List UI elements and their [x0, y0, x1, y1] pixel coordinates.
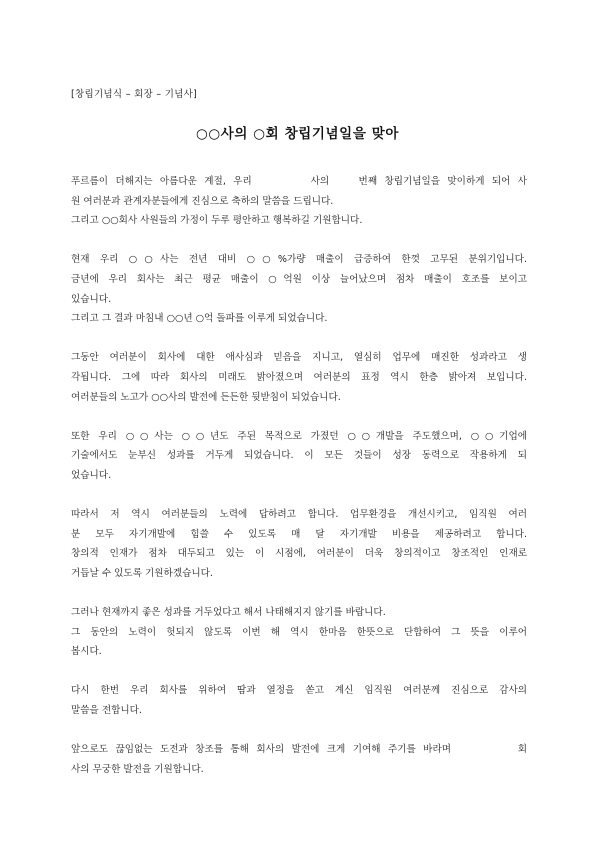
- document-category-tag: [창립기념식 – 회장 – 기념사]: [71, 89, 198, 100]
- paragraph: [71, 348, 527, 407]
- paragraph-line: 그러나 현재까지 좋은 성과를 거두었다고 해서 나태해지지 않기를 바랍니다.: [71, 607, 386, 619]
- page-title: ○○사의 ○회 창립기념일을 맞아: [195, 126, 400, 142]
- paragraph-line: 앞으로도 끊임없는 도전과 창조를 통해 회사의 발전에 크게 기여해 주기를 바라며 회: [71, 744, 527, 756]
- paragraph-line: 여러분들의 노고가 ○○사의 발전에 든든한 뒷받침이 되었습니다.: [71, 391, 341, 403]
- paragraph-line: 었습니다.: [71, 469, 112, 481]
- paragraph-line: 봅시다.: [71, 646, 102, 658]
- paragraph-line: 금년에 우리 회사는 최근 평균 매출이 ○억원 이상 늘어났으며 점차 매출이 호조를 보이고: [71, 273, 527, 285]
- paragraph: [71, 603, 527, 662]
- paragraph-line: 원 여러분과 관계자분들에게 진심으로 축하의 말씀을 드립니다.: [71, 195, 334, 207]
- paragraph-line: 분 모두 자기개발에 힘쓸 수 있도록 매 달 자기개발 비용을 제공하려고 합니다.: [71, 528, 527, 540]
- paragraph-line: 말씀을 전합니다.: [71, 705, 142, 717]
- paragraph: [71, 427, 527, 486]
- paragraph-line: 기술에서도 눈부신 성과를 거두게 되었습니다. 이 모든 것들이 성장 동력으로 작용하게 되: [71, 450, 527, 462]
- paragraph-line: 거듭날 수 있도록 기원하겠습니다.: [71, 567, 213, 579]
- paragraph-line: 또한 우리 ○○사는 ○○년도 주된 목적으로 가졌던 ○○개발을 주도했으며, ○○기업에: [71, 430, 527, 442]
- paragraph-line: 그동안 여러분이 회사에 대한 애사심과 믿음을 지니고, 열심히 업무에 매진한 성과라고 생: [71, 352, 527, 364]
- paragraph-line: 그리고 그 결과 마침내 ○○년 ○억 돌파를 이루게 되었습니다.: [71, 313, 328, 325]
- paragraph-line: 각됩니다. 그에 따라 회사의 미래도 밝아졌으며 여러분의 표정 역시 한층 밝아져 보입니다.: [71, 371, 527, 383]
- paragraph-line: 사의 무궁한 발전을 기원합니다.: [71, 763, 204, 775]
- paragraph-line: 창의적 인재가 점차 대두되고 있는 이 시점에, 여러분이 더욱 창의적이고 창조적인 인재로: [71, 548, 527, 560]
- paragraph: [71, 505, 527, 583]
- paragraph-line: 따라서 저 역시 여러분들의 노력에 답하려고 합니다. 업무환경을 개선시키고, 임직원 여러: [71, 509, 527, 521]
- paragraph-line: 그리고 ○○회사 사원들의 가정이 두루 평안하고 행복하길 기원합니다.: [71, 215, 363, 227]
- paragraph: [71, 250, 527, 328]
- document-body: [71, 172, 527, 799]
- paragraph-line: 푸르름이 더해지는 아름다운 계절, 우리 사의 번째 창립기념일을 맞이하게 되어 사: [71, 176, 527, 187]
- paragraph-line: 그 동안의 노력이 헛되지 않도록 이번 해 역시 한마음 한뜻으로 단합하여 그 뜻을 이루어: [71, 626, 527, 638]
- paragraph-line: 현재 우리 ○○사는 전년 대비 ○○%가량 매출이 급증하여 한껏 고무된 분위기입니다.: [71, 254, 527, 266]
- paragraph-line: 있습니다.: [71, 293, 112, 305]
- paragraph-line: 다시 한번 우리 회사를 위하여 땀과 열정을 쏟고 계신 임직원 여러분께 진심으로 감사의: [71, 685, 527, 697]
- paragraph: [71, 172, 527, 231]
- paragraph: [71, 681, 527, 720]
- paragraph: [71, 740, 527, 779]
